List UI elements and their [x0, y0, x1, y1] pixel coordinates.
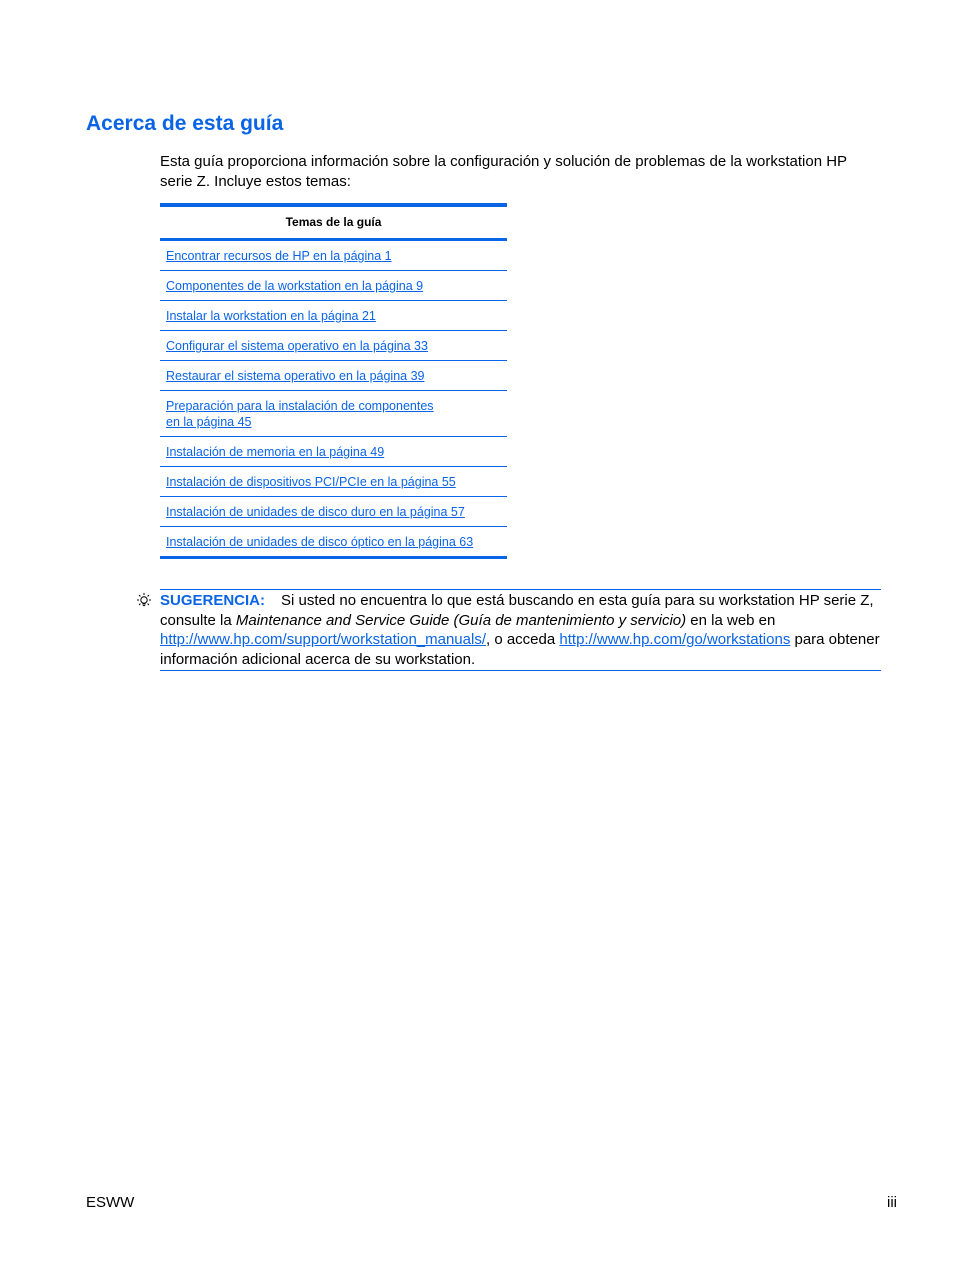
tip-label: SUGERENCIA:: [160, 592, 266, 609]
guide-title: Maintenance and Service Guide (Guía de mantenimiento y servicio): [235, 611, 687, 629]
topic-link-memory[interactable]: Instalación de memoria en la página 49: [166, 445, 385, 459]
intro-paragraph: Esta guía proporciona información sobre la configuración y solución de problemas de la workstation HP serie Z. Incluye estos temas:: [160, 153, 847, 190]
topic-link-hard-drives[interactable]: Instalación de unidades de disco duro en la página 57: [166, 505, 465, 519]
workstations-link[interactable]: http://www.hp.com/go/workstations: [559, 631, 791, 648]
tip-text: para obtener información adicional acerca de su workstation.: [160, 631, 880, 668]
tip-text: Si usted no encuentra lo que está buscando en esta guía para su workstation HP serie Z, consulte la: [160, 592, 874, 629]
table-row: [160, 466, 507, 496]
table-row: [160, 270, 507, 300]
table-row: [160, 436, 507, 466]
topic-link-optical-drives[interactable]: Instalación de unidades de disco óptico en la página 63: [166, 535, 474, 549]
table-header: Temas de la guía: [160, 207, 507, 240]
page-title: Acerca de esta guía: [86, 112, 284, 135]
topic-link-configure-os[interactable]: Configurar el sistema operativo en la página 33: [166, 339, 428, 353]
table-row: [160, 240, 507, 270]
table-row: [160, 496, 507, 526]
topic-link-line: Preparación para la instalación de componentes: [166, 399, 434, 413]
topic-link-install[interactable]: Instalar la workstation en la página 21: [166, 309, 376, 323]
topics-table: [160, 203, 507, 559]
topic-link-pci[interactable]: Instalación de dispositivos PCI/PCIe en la página 55: [166, 475, 456, 489]
page-number: iii: [887, 1194, 897, 1211]
tip-text: , o acceda: [486, 631, 560, 648]
topic-link-resources[interactable]: Encontrar recursos de HP en la página 1: [166, 249, 392, 263]
tip-note: [160, 589, 881, 671]
footer-left: ESWW: [86, 1194, 135, 1211]
table-row: [160, 300, 507, 330]
workstation-manuals-link[interactable]: http://www.hp.com/support/workstation_manuals/: [160, 631, 486, 648]
topic-link-line: en la página 45: [166, 415, 252, 429]
tip-text: en la web en: [686, 611, 776, 629]
topic-link-components[interactable]: Componentes de la workstation en la página 9: [166, 279, 424, 293]
table-row: [160, 360, 507, 390]
lightbulb-icon: [135, 592, 153, 610]
table-row: [160, 330, 507, 360]
topic-link-prepare-install[interactable]: [166, 399, 434, 429]
table-row: [160, 390, 507, 436]
topic-link-restore-os[interactable]: Restaurar el sistema operativo en la página 39: [166, 369, 425, 383]
table-row: [160, 526, 507, 556]
